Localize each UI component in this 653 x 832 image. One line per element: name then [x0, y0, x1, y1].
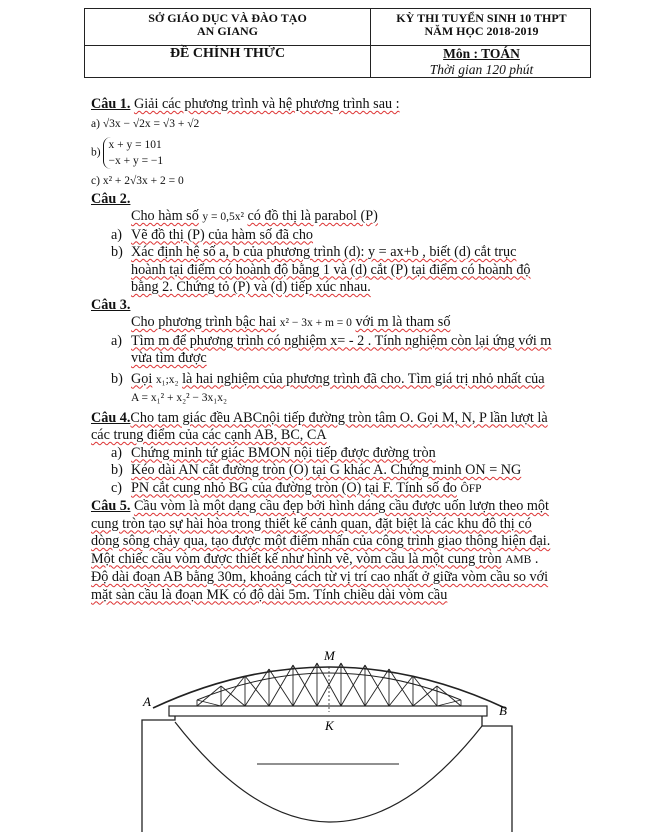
label-m: M	[324, 648, 335, 663]
right-bank	[482, 712, 512, 832]
cau5-line6: mặt sàn cầu là đoạn MK có độ dài 5m. Tính chiều dài vòm cầu	[91, 586, 448, 603]
official-label: ĐỀ CHÍNH THỨC	[169, 46, 286, 61]
cau3-b: b) Gọi x₁;x₂ là hai nghiệm của phương trình đã cho. Tìm giá trị nhỏ nhất của	[111, 370, 545, 387]
cau3-a: a) Tìm m để phương trình có nghiệm x= - 2 . Tính nghiệm còn lại ứng với m	[111, 332, 552, 349]
arch-bridge-figure	[137, 640, 517, 832]
cau1-c: c) x² + 2√3x + 2 = 0	[91, 175, 184, 187]
cau2-b-line2: hoành tại điểm có hoành độ bằng 1 và (d) cắt (P) tại điểm có hoành độ	[131, 261, 531, 278]
cau5-line5: Độ dài đoạn AB bằng 30m, khoảng cách từ vị trí cao nhất ở giữa vòm cầu so với	[91, 569, 549, 585]
cau2-intro: Cho hàm số y = 0,5x² có đồ thị là parabol (P)	[131, 208, 378, 224]
cau4-b: b) Kéo dài AN cắt đường tròn (O) tại G khác A. Chứng minh ON = NG	[111, 462, 522, 478]
exam-header	[84, 8, 591, 78]
department-name	[85, 12, 370, 38]
label-b: B	[499, 703, 507, 718]
cau3-heading: Câu 3.	[91, 296, 131, 313]
bridge-deck	[169, 706, 487, 716]
cau1-heading: Câu 1. Giải các phương trình và hệ phương trình sau :	[91, 96, 400, 112]
cau4-c: c) PN cắt cung nhỏ BG của đường tròn (O) tại F. Tính số đo ÔFP	[111, 479, 482, 496]
label-a: A	[143, 694, 151, 709]
cau4-heading: Câu 4.Cho tam giác đều ABCnội tiếp đường tròn tâm O. Gọi M, N, P lần lượt là	[91, 409, 548, 426]
label-k: K	[325, 718, 334, 733]
cau2-heading: Câu 2.	[91, 190, 131, 207]
river-basin	[175, 722, 482, 822]
left-bank	[142, 712, 175, 832]
exam-line2: NĂM HỌC 2018-2019	[424, 24, 539, 38]
subject-label: Môn : TOÁN	[443, 46, 520, 61]
cau2-b-line3: bằng 2. Chứng tỏ (P) và (d) tiếp xúc nhau.	[131, 279, 371, 295]
cau5-line3: dòng sông chảy qua, tạo được một điểm nhấn của công trình giao thông hiện đại.	[91, 533, 551, 549]
exam-content	[91, 96, 591, 604]
department-line1: SỞ GIÁO DỤC VÀ ĐÀO TẠO	[148, 11, 307, 25]
cau4-a: a) Chứng minh tứ giác BMON nội tiếp được đường tròn	[111, 444, 436, 461]
cau5-heading: Câu 5. Cầu vòm là một dạng cầu đẹp bởi hình dáng cầu được uốn lượn theo một	[91, 498, 549, 514]
cau3-intro: Cho phương trình bậc hai x² − 3x + m = 0 với m là tham số	[131, 314, 451, 330]
equation-system: x + y = 101 −x + y = −1	[103, 137, 163, 169]
cau3-b-expression: A = x₁² + x₂² − 3x₁x₂	[131, 392, 228, 404]
time-label: Thời gian 120 phút	[429, 62, 534, 77]
exam-title	[371, 12, 592, 38]
department-line2: AN GIANG	[196, 24, 258, 38]
cau2-a: a) Vẽ đồ thị (P) của hàm số đã cho	[111, 226, 314, 243]
cau5-line4: Một chiếc cầu vòm được thiết kế như hình vẽ, vòm cầu là một cung tròn AMB .	[91, 550, 539, 567]
cau4-line2: các trung điểm của các cạnh AB, BC, CA	[91, 427, 327, 443]
cau2-b: b) Xác định hệ số a, b của phương trình (d): y = ax+b , biết (d) cắt trục	[111, 244, 517, 260]
cau5-line2: cung tròn tạo sự hài hòa trong thiết kế cảnh quan, đặt biệt là các khu đô thị có	[91, 515, 532, 532]
cau3-a-line2: vừa tìm được	[131, 350, 207, 366]
exam-line1: KỲ THI TUYỂN SINH 10 THPT	[396, 11, 567, 25]
cau1-b: b) x + y = 101 −x + y = −1	[91, 139, 164, 167]
cau1-a: a) √3x − √2x = √3 + √2	[91, 117, 200, 130]
